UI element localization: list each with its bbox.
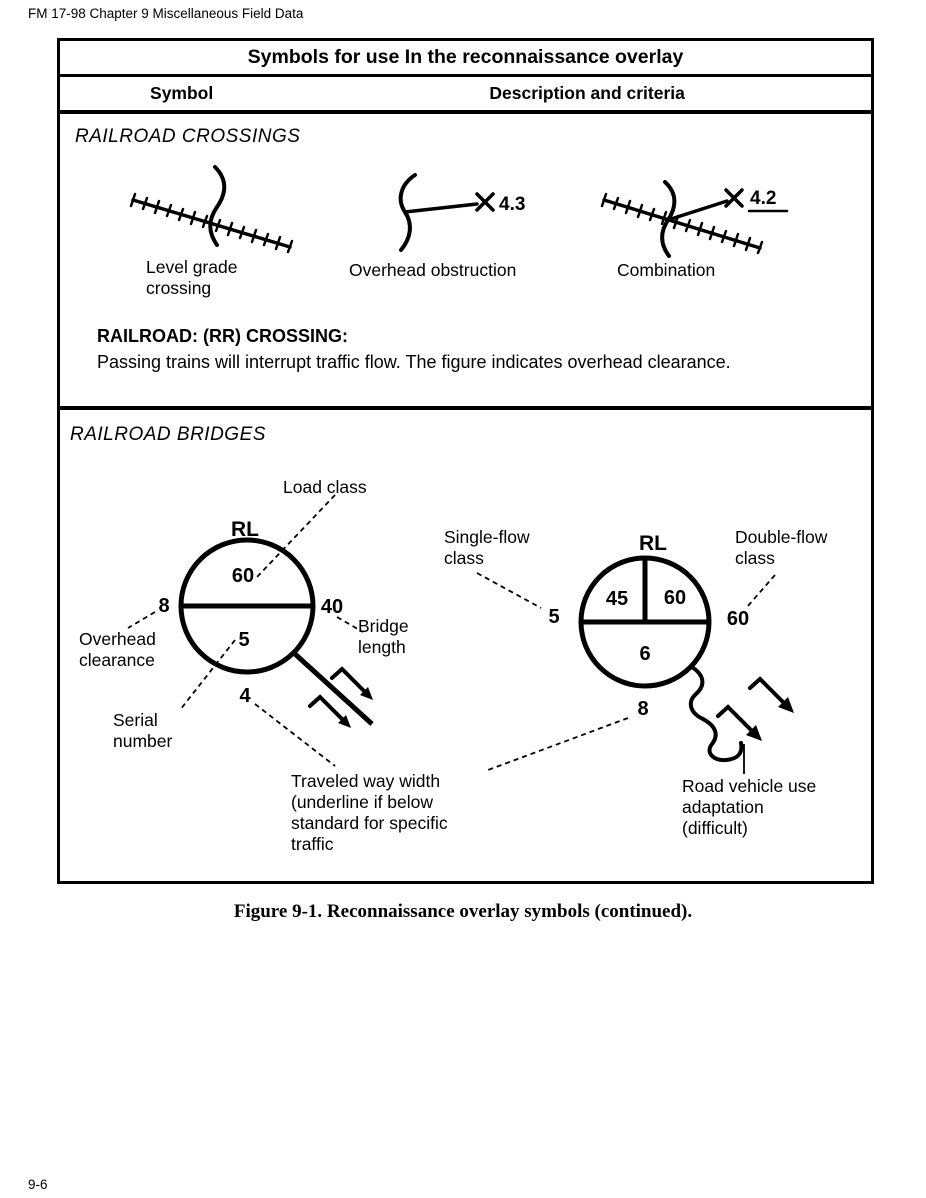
leader-overhead-clearance [128, 612, 155, 628]
road-adaptation-label: Road vehicle use adaptation (difficult) [682, 776, 817, 838]
flow-arrow-shaft [332, 669, 364, 691]
combination-label: Combination [617, 260, 716, 280]
leader-traveled-way-right [488, 718, 628, 770]
overhead-obstruction-label: Overhead obstruction [349, 260, 517, 280]
right-double-flow-value: 60 [663, 587, 687, 609]
load-class-label: Load class [283, 477, 367, 497]
figure-caption: Figure 9-1. Reconnaissance overlay symbols (continued). [233, 901, 693, 922]
left-traveled-way-value: 4 [239, 685, 251, 707]
leader-traveled-way-left [255, 704, 335, 766]
symbols-table [57, 38, 874, 884]
section-railroad-bridges [60, 410, 871, 877]
left-load-class-value: 60 [231, 565, 255, 587]
clearance-value: 4.3 [499, 194, 525, 215]
traveled-way-label: Traveled way width (underline if below standard for specific traffic [291, 771, 448, 854]
overhead-obstruction-symbol [385, 170, 525, 265]
clearance-line [405, 204, 477, 212]
crossing-note-body: Passing trains will interrupt traffic flow. The figure indicates overhead clearance. [97, 352, 731, 372]
crossings-heading: RAILROAD CROSSINGS [75, 126, 301, 147]
left-route-label: RL [231, 518, 259, 541]
leader-serial-number [180, 640, 235, 710]
table-title: Symbols for use In the reconnaissance overlay [60, 41, 871, 77]
clearance-line [668, 201, 727, 220]
page-number: 9-6 [28, 1177, 48, 1192]
left-bridge-length-value: 40 [320, 596, 344, 618]
flow-arrow-shaft [750, 679, 783, 702]
flow-arrow-shaft [718, 707, 751, 730]
x-mark-icon [477, 194, 493, 210]
left-serial-number-value: 5 [238, 629, 250, 651]
bridges-heading: RAILROAD BRIDGES [70, 424, 266, 445]
crossing-note-title: RAILROAD: (RR) CROSSING: [97, 326, 348, 346]
double-flow-label: Double-flow class [735, 527, 828, 568]
page-header: FM 17-98 Chapter 9 Miscellaneous Field Data [28, 6, 304, 21]
road-curve [210, 167, 224, 245]
section-railroad-crossings [60, 114, 871, 410]
bridge-length-label: Bridge length [358, 616, 409, 657]
right-serial-number-value: 6 [639, 643, 651, 665]
overhead-clearance-label: Overhead clearance [79, 629, 156, 670]
level-grade-label: Level grade crossing [146, 257, 238, 298]
serial-number-label: Serial number [113, 710, 173, 751]
left-overhead-clearance-value: 8 [158, 595, 170, 617]
right-route-label: RL [639, 532, 667, 555]
leader-single-flow [477, 573, 541, 608]
column-header-symbol: Symbol [150, 83, 214, 103]
column-header-description: Description and criteria [489, 83, 685, 103]
right-bridge-length-value: 60 [726, 608, 750, 630]
combination-symbol [592, 174, 802, 264]
level-grade-crossing-symbol [125, 162, 305, 257]
right-single-flow-value: 45 [605, 588, 629, 610]
clearance-value: 4.2 [750, 188, 777, 209]
single-flow-label: Single-flow class [444, 527, 530, 568]
right-overhead-clearance-value: 5 [548, 606, 560, 628]
flow-arrow-shaft [310, 697, 342, 719]
right-traveled-way-value: 8 [637, 698, 649, 720]
leader-double-flow [747, 575, 775, 607]
x-mark-icon [726, 190, 742, 206]
table-column-headers [60, 77, 871, 114]
